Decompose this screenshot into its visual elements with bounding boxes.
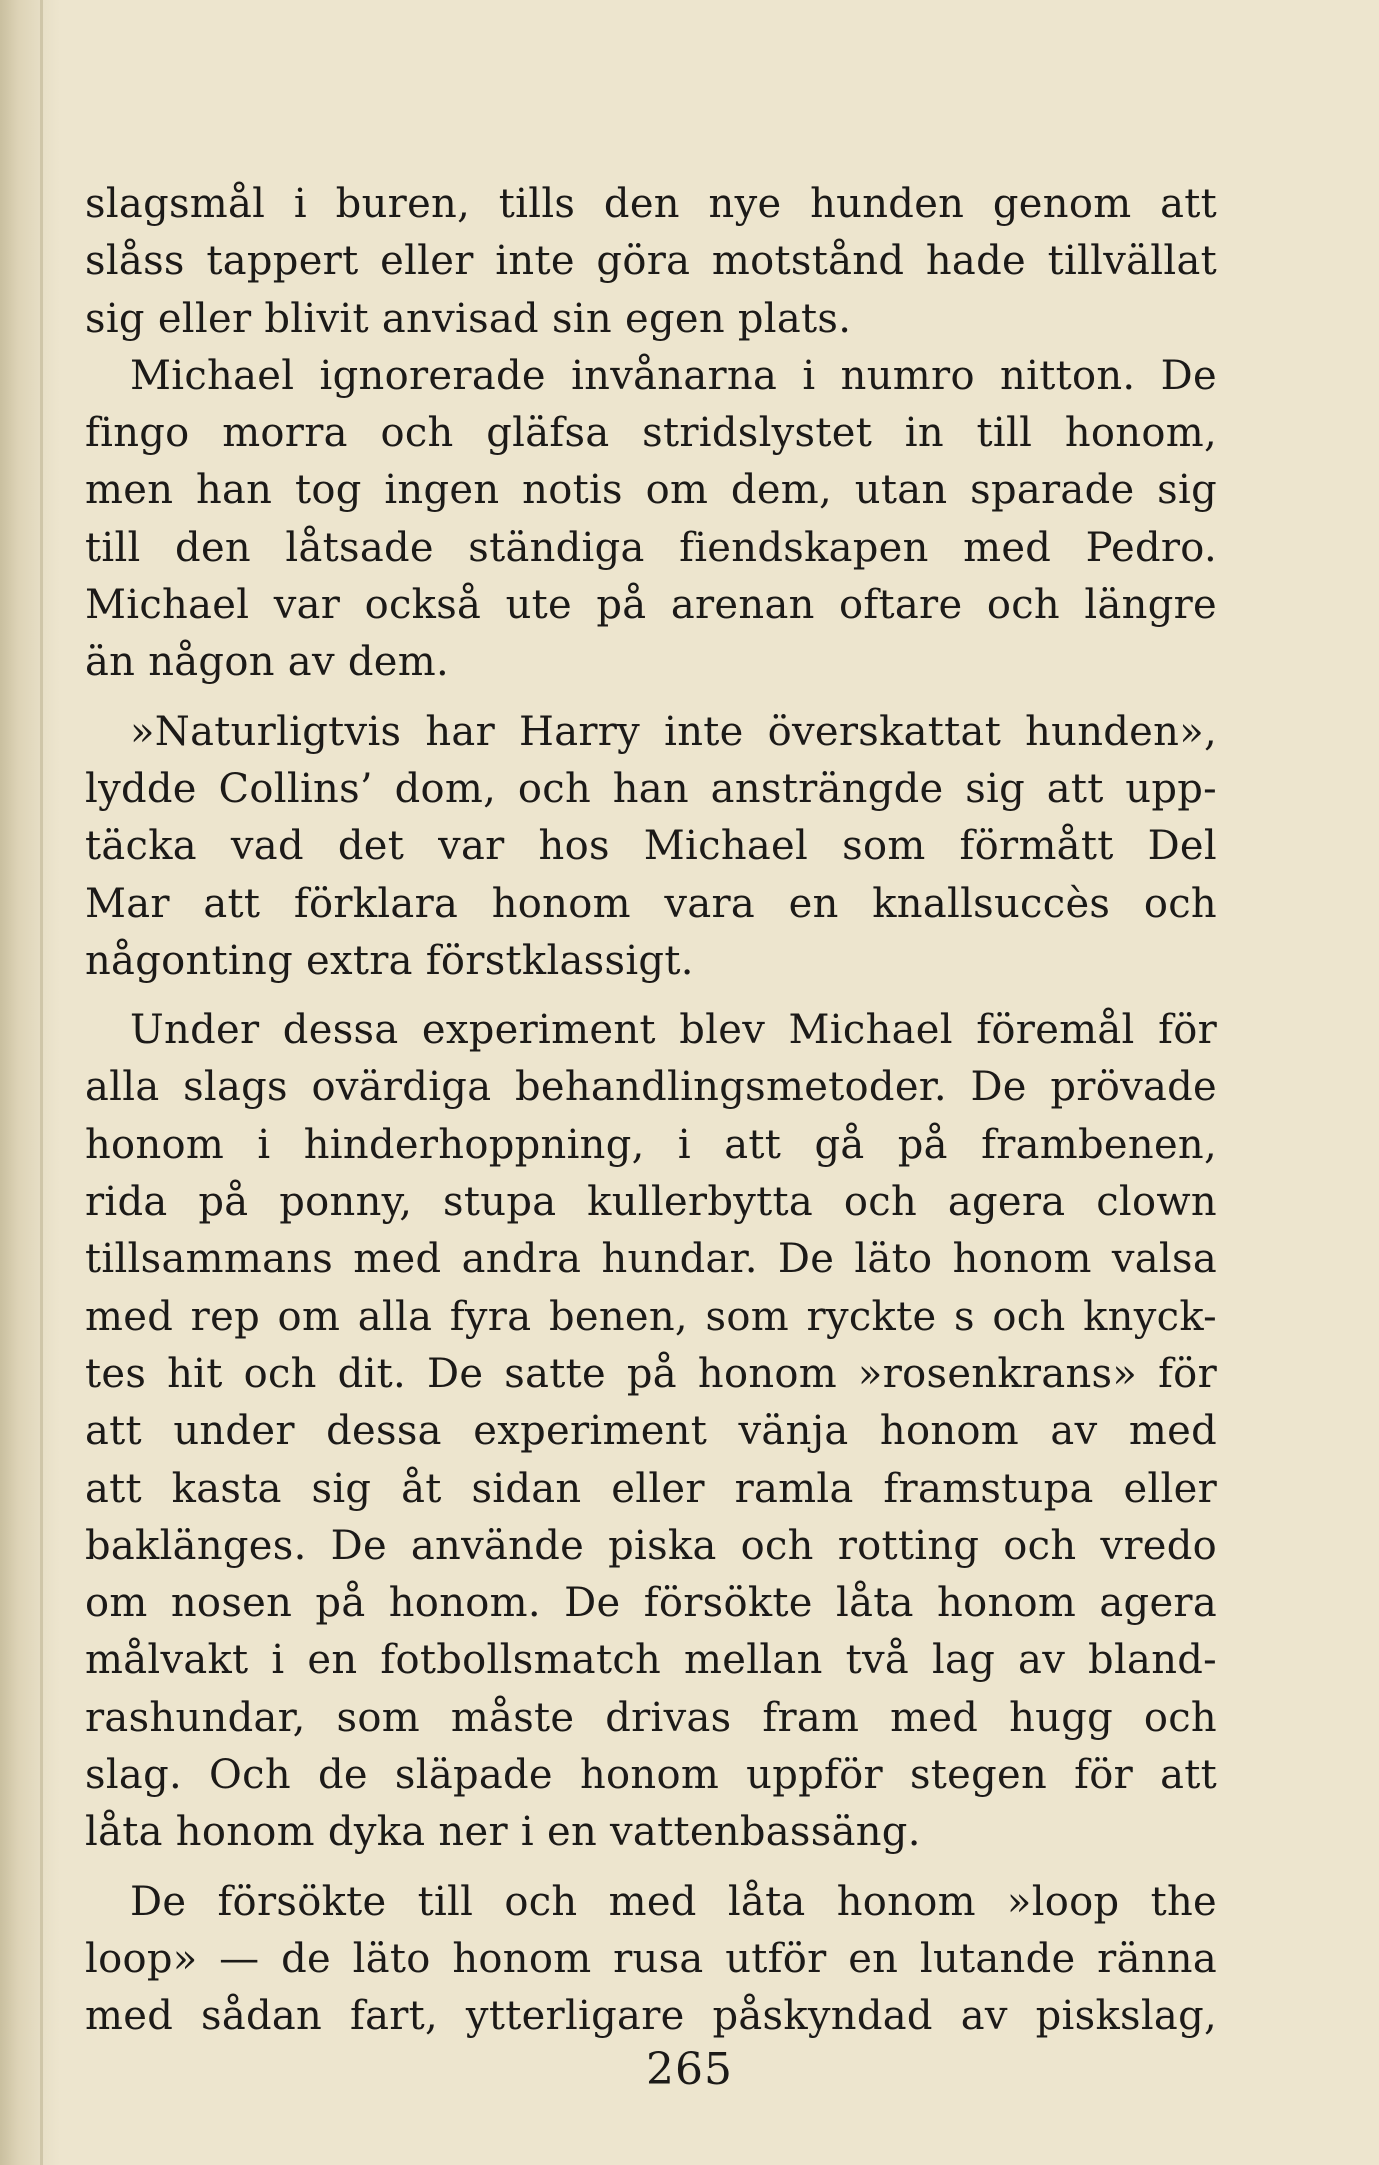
text-line: att under dessa experiment vänja honom av med (85, 1408, 1217, 1455)
text-line: Michael var också ute på arenan oftare och längre (85, 582, 1217, 629)
text-line: med rep om alla fyra benen, som ryckte s och knyck- (85, 1293, 1217, 1340)
text-line: »Naturligtvis har Harry inte överskattat hunden», (130, 708, 1217, 755)
text-line: låta honom dyka ner i en vattenbassäng. (85, 1809, 921, 1856)
paragraph-1 (85, 176, 1217, 348)
text-line: sig eller blivit anvisad sin egen plats. (85, 295, 852, 342)
text-line: Michael ignorerade invånarna i numro nitton. De (130, 352, 1217, 399)
text-line: tillsammans med andra hundar. De läto honom valsa (85, 1236, 1217, 1283)
text-line: att kasta sig åt sidan eller ramla framstupa eller (85, 1465, 1217, 1512)
text-line: slåss tappert eller inte göra motstånd hade tillvällat (85, 238, 1217, 285)
text-line: täcka vad det var hos Michael som förmått Del (85, 823, 1217, 870)
text-line: än någon av dem. (85, 639, 449, 686)
text-line: loop» — de läto honom rusa utför en lutande ränna (85, 1935, 1217, 1982)
paragraph-4 (85, 1002, 1217, 1861)
text-line: Under dessa experiment blev Michael föremål för (130, 1007, 1217, 1054)
text-line: tes hit och dit. De satte på honom »rosenkrans» för (85, 1350, 1217, 1397)
text-line: men han tog ingen notis om dem, utan sparade sig (85, 467, 1217, 514)
text-line: Mar att förklara honom vara en knallsuccès och (85, 880, 1217, 927)
text-line: någonting extra förstklassigt. (85, 937, 694, 984)
body-text (85, 176, 1217, 2046)
text-line: fingo morra och gläfsa stridslystet in till honom, (85, 410, 1217, 457)
text-line: slagsmål i buren, tills den nye hunden genom att (85, 181, 1217, 227)
page-gutter (40, 0, 43, 2165)
text-line: slag. Och de släpade honom uppför stegen för att (85, 1752, 1217, 1799)
text-line: om nosen på honom. De försökte låta honom agera (85, 1580, 1217, 1627)
paragraph-5 (85, 1874, 1217, 2046)
text-line: alla slags ovärdiga behandlingsmetoder. De prövade (85, 1064, 1217, 1111)
text-line: målvakt i en fotbollsmatch mellan två lag av bland- (85, 1637, 1217, 1684)
text-line: med sådan fart, ytterligare påskyndad av piskslag, (85, 1993, 1217, 2040)
paragraph-2 (85, 348, 1217, 692)
text-line: honom i hinderhoppning, i att gå på frambenen, (85, 1121, 1217, 1168)
paragraph-3 (85, 704, 1217, 990)
text-line: lydde Collins’ dom, och han ansträngde sig att upp- (85, 765, 1217, 812)
text-line: baklänges. De använde piska och rotting och vredo (85, 1522, 1217, 1569)
text-line: rida på ponny, stupa kullerbytta och agera clown (85, 1179, 1217, 1226)
page-number: 265 (646, 2044, 733, 2095)
text-line: De försökte till och med låta honom »loop the (130, 1878, 1217, 1925)
text-line: till den låtsade ständiga fiendskapen med Pedro. (85, 524, 1217, 571)
text-line: rashundar, som måste drivas fram med hugg och (85, 1694, 1217, 1741)
